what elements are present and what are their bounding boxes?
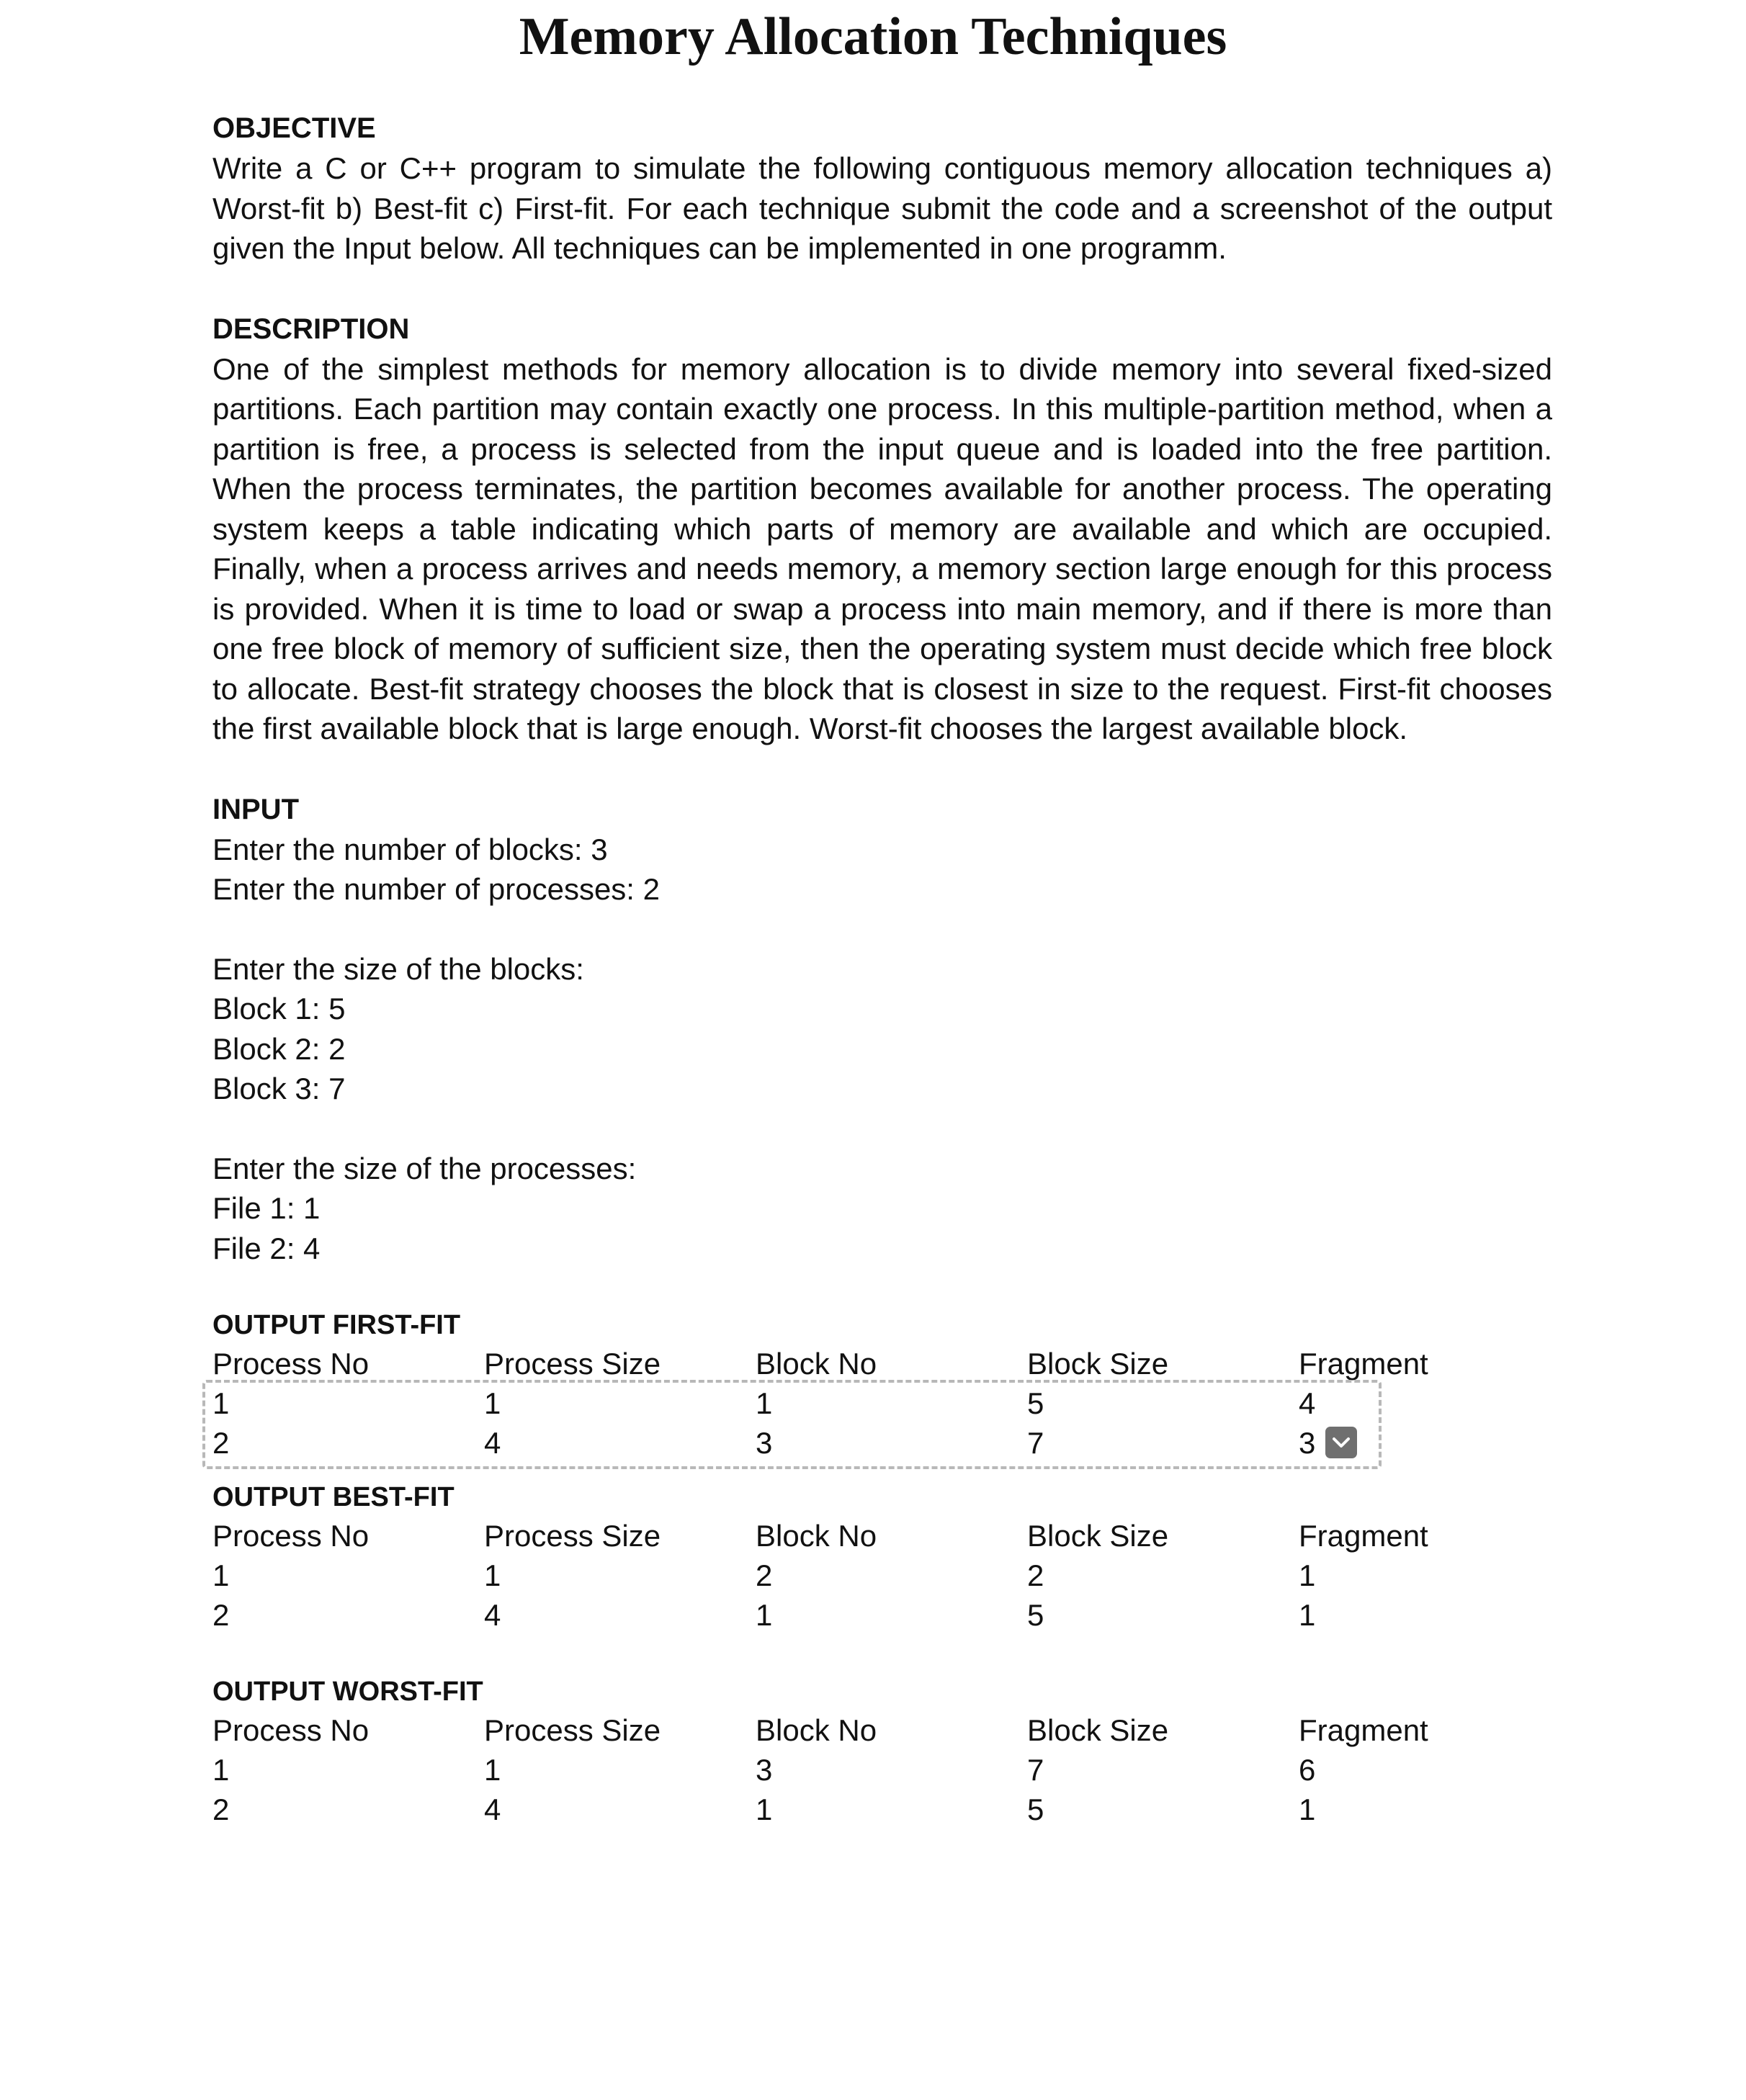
table-cell: 1 xyxy=(484,1386,501,1420)
table-cell: 1 xyxy=(212,1386,230,1420)
table-header-row xyxy=(212,1516,1443,1556)
table-row xyxy=(212,1750,1443,1790)
table-cell: 1 xyxy=(484,1753,501,1787)
column-header: Fragment xyxy=(1299,1347,1428,1381)
column-header: Process No xyxy=(212,1347,370,1381)
column-header: Fragment xyxy=(1299,1519,1428,1553)
block-size-line: Block 2: 2 xyxy=(212,1031,346,1066)
input-heading: INPUT xyxy=(212,793,299,825)
table-cell: 1 xyxy=(1299,1558,1316,1592)
description-text: One of the simplest methods for memory allocation is to divide memory into several fixed-sized partitions. Each partition may contain exactly one process. In this multiple-partition method, when a partition is free, a process is selected from the input queue and is loaded into the free partition. When the process terminates, the partition becomes available for another process. The operating system keeps a table indicating which parts of memory are available and which are occupied. Finally, when a process arrives and needs memory, a memory section large enough for this process is provided. When it is time to load or swap a process into main memory, and if there is more than one free block of memory of sufficient size, then the operating system must decide which free block to allocate. Best-fit strategy chooses the block that is closest in size to the request. First-fit chooses the first available block that is large enough. Worst-fit chooses the largest available block. xyxy=(212,351,1552,745)
input-num-blocks: Enter the number of blocks: 3 xyxy=(212,832,608,866)
column-header: Block Size xyxy=(1027,1519,1169,1553)
first-fit-table-wrapper[interactable] xyxy=(212,1344,1552,1463)
table-cell: 1 xyxy=(484,1558,501,1592)
column-header: Block No xyxy=(756,1519,877,1553)
table-cell: 1 xyxy=(212,1558,230,1592)
column-header: Block Size xyxy=(1027,1347,1169,1381)
objective-text: Write a C or C++ program to simulate the following contiguous memory allocation techniques a) Worst-fit b) Best-fit c) First-fit. For each technique submit the code and a screenshot of the output given the Input below. All techniques can be implemented in one programm. xyxy=(212,151,1552,265)
input-num-processes: Enter the number of processes: 2 xyxy=(212,872,660,906)
column-header: Block No xyxy=(756,1713,877,1747)
block-sizes-prompt: Enter the size of the blocks: xyxy=(212,951,584,986)
table-row xyxy=(212,1595,1443,1635)
page-title: Memory Allocation Techniques xyxy=(519,7,1227,66)
chevron-down-icon[interactable] xyxy=(1325,1427,1357,1458)
table-cell: 1 xyxy=(756,1598,773,1632)
column-header: Process Size xyxy=(484,1519,661,1553)
table-row xyxy=(212,1790,1443,1829)
column-header: Fragment xyxy=(1299,1713,1428,1747)
table-cell: 1 xyxy=(756,1386,773,1420)
column-header: Block No xyxy=(756,1347,877,1381)
table-cell: 7 xyxy=(1027,1426,1044,1460)
column-header: Process No xyxy=(212,1713,370,1747)
table-cell: 4 xyxy=(1299,1386,1316,1420)
table-cell: 4 xyxy=(484,1598,501,1632)
table-cell: 1 xyxy=(212,1753,230,1787)
table-cell: 2 xyxy=(1027,1558,1044,1592)
worst-fit-heading: OUTPUT WORST-FIT xyxy=(212,1677,483,1707)
table-header-row xyxy=(212,1710,1443,1750)
objective-heading: OBJECTIVE xyxy=(212,112,376,144)
process-sizes-prompt: Enter the size of the processes: xyxy=(212,1151,637,1185)
table-cell: 3 xyxy=(1299,1426,1316,1460)
table-cell: 4 xyxy=(484,1426,501,1460)
document-body xyxy=(212,108,1552,1829)
table-row xyxy=(212,1383,1443,1423)
column-header: Block Size xyxy=(1027,1713,1169,1747)
best-fit-table xyxy=(212,1516,1443,1635)
table-cell-with-options xyxy=(1299,1423,1443,1463)
table-cell: 1 xyxy=(1299,1792,1316,1826)
table-row xyxy=(212,1423,1443,1463)
table-cell: 1 xyxy=(756,1792,773,1826)
best-fit-heading: OUTPUT BEST-FIT xyxy=(212,1482,455,1512)
table-cell: 6 xyxy=(1299,1753,1316,1787)
table-cell: 2 xyxy=(212,1426,230,1460)
table-cell: 5 xyxy=(1027,1386,1044,1420)
table-cell: 1 xyxy=(1299,1598,1316,1632)
first-fit-table xyxy=(212,1344,1443,1463)
block-size-line: Block 1: 5 xyxy=(212,992,346,1026)
worst-fit-table xyxy=(212,1710,1443,1829)
table-row xyxy=(212,1556,1443,1595)
table-cell: 2 xyxy=(212,1792,230,1826)
file-size-line: File 2: 4 xyxy=(212,1231,321,1265)
column-header: Process Size xyxy=(484,1713,661,1747)
table-cell: 5 xyxy=(1027,1792,1044,1826)
table-cell: 4 xyxy=(484,1792,501,1826)
block-size-line: Block 3: 7 xyxy=(212,1072,346,1105)
column-header: Process Size xyxy=(484,1347,661,1381)
description-heading: DESCRIPTION xyxy=(212,313,410,345)
table-cell: 3 xyxy=(756,1753,773,1787)
table-cell: 2 xyxy=(756,1558,773,1592)
table-cell: 7 xyxy=(1027,1753,1044,1787)
first-fit-heading: OUTPUT FIRST-FIT xyxy=(212,1310,461,1340)
column-header: Process No xyxy=(212,1519,370,1553)
table-header-row xyxy=(212,1344,1443,1383)
table-cell: 3 xyxy=(756,1426,773,1460)
table-cell: 2 xyxy=(212,1598,230,1632)
file-size-line: File 1: 1 xyxy=(212,1191,321,1225)
table-cell: 5 xyxy=(1027,1598,1044,1632)
